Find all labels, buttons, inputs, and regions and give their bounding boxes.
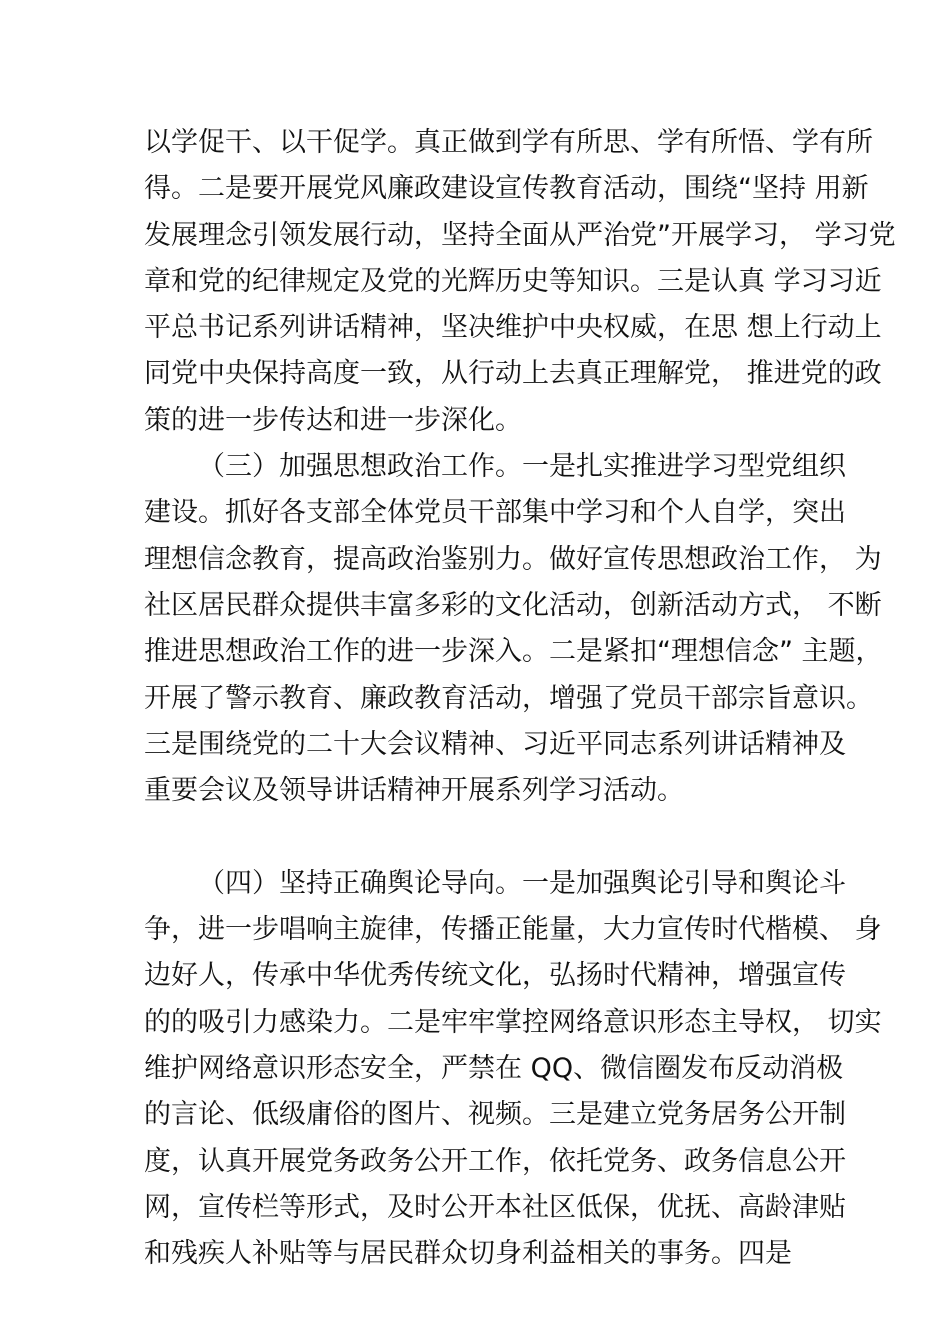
text-line: 边好人，传承中华优秀传统文化，弘扬时代精神，增强宣传 [144,960,846,992]
text-line: 得。二是要开展党风廉政建设宣传教育活动，围绕“坚持 用新 [144,173,869,205]
paragraph-heading-line: （三）加强思想政治工作。一是扎实推进学习型党组织 [198,451,846,483]
paragraph-1 [144,120,896,444]
text-line: 的的吸引力感染力。二是牢牢掌控网络意识形态主导权， 切实 [144,1006,882,1038]
text-line: 推进思想政治工作的进一步深入。二是紧扣“理想信念” 主题， [144,636,883,668]
text-line: 建设。抓好各支部全体党员干部集中学习和个人自学，突出 [144,497,846,529]
text-line: 社区居民群众提供丰富多彩的文化活动，创新活动方式， 不断 [144,589,882,621]
text-line: 维护网络意识形态安全，严禁在 QQ、微信圈发布反动消极 [144,1052,844,1084]
document-body [144,120,896,1277]
text-line: 和残疾人补贴等与居民群众切身利益相关的事务。四是 [144,1238,792,1270]
text-line [144,814,844,860]
text-line: 开展了警示教育、廉政教育活动，增强了党员干部宗旨意识。 [144,682,873,714]
text-line: 三是围绕党的二十大会议精神、习近平同志系列讲话精神及 [144,728,846,760]
text-line: 以学促干、以干促学。真正做到学有所思、学有所悟、学有所 [144,127,873,158]
text-line: 度，认真开展党务政务公开工作，依托党务、政务信息公开 [144,1145,846,1177]
text-line: 章和党的纪律规定及党的光辉历史等知识。三是认真 学习习近 [144,265,882,297]
text-line: 的言论、低级庸俗的图片、视频。三是建立党务居务公开制 [144,1099,846,1131]
paragraph-3 [144,861,882,1278]
text-line: 理想信念教育，提高政治鉴别力。做好宣传思想政治工作， 为 [144,543,882,575]
text-line: 重要会议及领导讲话精神开展系列学习活动。 [144,775,684,807]
paragraph-2 [144,444,883,861]
text-line: 发展理念引领发展行动，坚持全面从严治党”开展学习， 学习党 [144,219,896,251]
text-line: 网，宣传栏等形式，及时公开本社区低保，优抚、高龄津贴 [144,1191,846,1223]
text-line: 策的进一步传达和进一步深化。 [144,404,522,436]
text-line: 平总书记系列讲话精神，坚决维护中央权威，在思 想上行动上 [144,312,882,344]
text-line: 争，进一步唱响主旋律，传播正能量，大力宣传时代楷模、 身 [144,914,882,946]
paragraph-heading-line: （四）坚持正确舆论导向。一是加强舆论引导和舆论斗 [198,867,846,899]
text-line: 同党中央保持高度一致，从行动上去真正理解党， 推进党的政 [144,358,882,390]
